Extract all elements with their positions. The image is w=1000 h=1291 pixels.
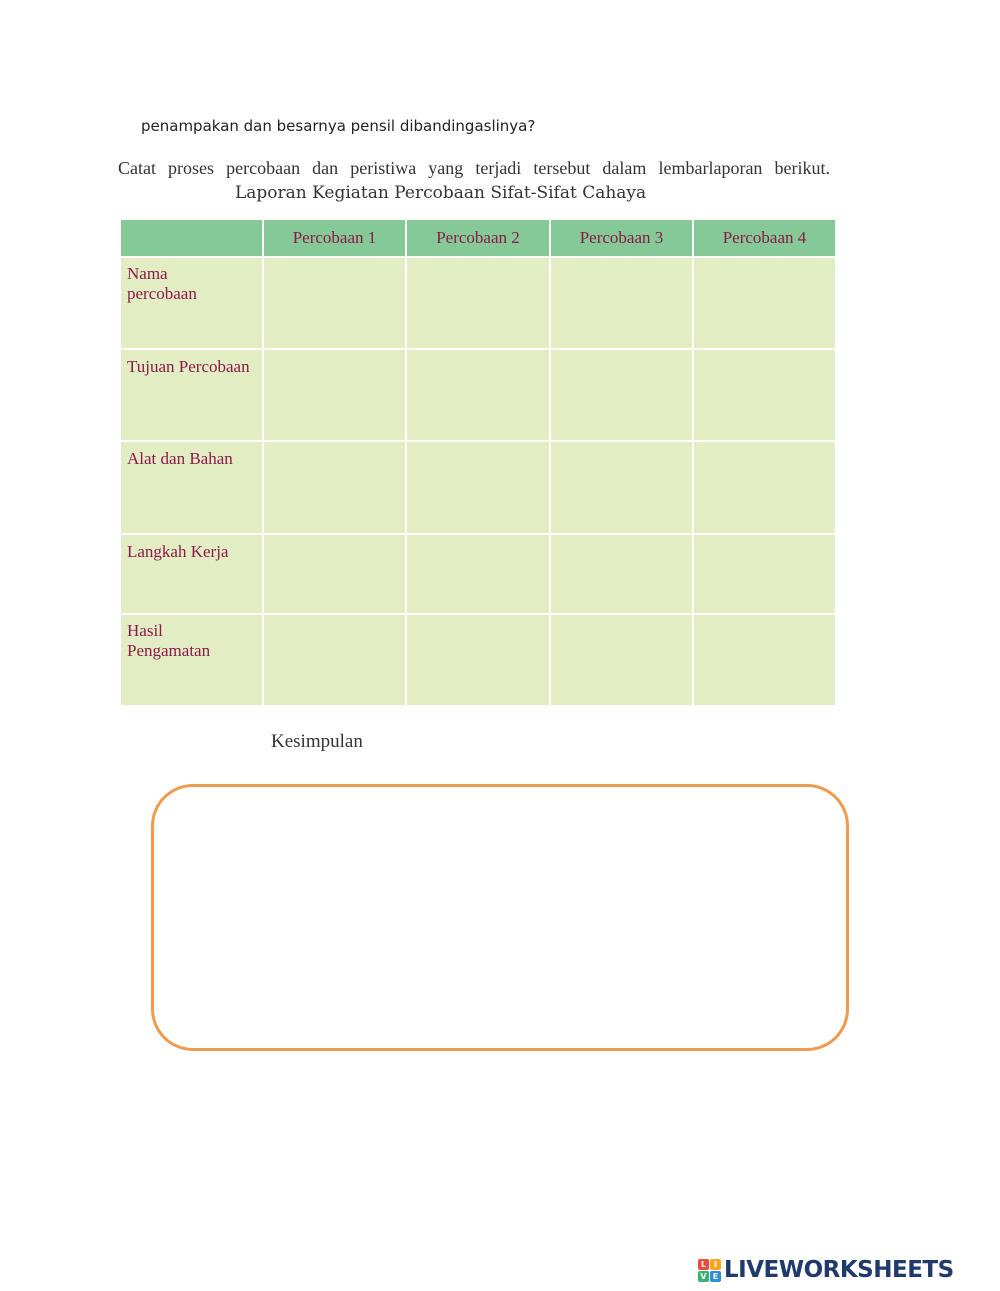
- answer-cell[interactable]: [550, 534, 693, 614]
- table-header-row: [120, 219, 836, 257]
- answer-cell[interactable]: [406, 257, 550, 349]
- answer-cell[interactable]: [263, 441, 406, 534]
- answer-cell[interactable]: [263, 257, 406, 349]
- logo-letter: E: [710, 1271, 721, 1282]
- row-label-text: Nama percobaan: [127, 264, 197, 303]
- table-row: [120, 614, 836, 706]
- answer-cell[interactable]: [550, 349, 693, 441]
- header-cell-percobaan-3: Percobaan 3: [550, 219, 693, 257]
- answer-cell[interactable]: [550, 441, 693, 534]
- answer-cell[interactable]: [263, 614, 406, 706]
- report-table: [119, 218, 837, 707]
- answer-cell[interactable]: [693, 534, 836, 614]
- table-row: [120, 534, 836, 614]
- row-label-tujuan-percobaan: Tujuan Percobaan: [120, 349, 263, 441]
- answer-cell[interactable]: [406, 349, 550, 441]
- question-text: penampakan dan besarnya pensil dibandingaslinya?: [141, 117, 536, 135]
- row-label-alat-dan-bahan: Alat dan Bahan: [120, 441, 263, 534]
- conclusion-label: Kesimpulan: [271, 731, 363, 752]
- header-cell-percobaan-1: Percobaan 1: [263, 219, 406, 257]
- answer-cell[interactable]: [263, 534, 406, 614]
- logo-letter: I: [710, 1259, 721, 1270]
- table-row: [120, 441, 836, 534]
- row-label-hasil-pengamatan: [120, 614, 263, 706]
- answer-cell[interactable]: [693, 257, 836, 349]
- report-title: Laporan Kegiatan Percobaan Sifat-Sifat Cahaya: [235, 183, 647, 203]
- answer-cell[interactable]: [550, 257, 693, 349]
- row-label-langkah-kerja: Langkah Kerja: [120, 534, 263, 614]
- instruction-text: Catat proses percobaan dan peristiwa yang terjadi tersebut dalam lembarlaporan berikut.: [118, 158, 830, 178]
- conclusion-answer-box[interactable]: [151, 784, 849, 1051]
- answer-cell[interactable]: [406, 534, 550, 614]
- row-label-text: Hasil Pengamatan: [127, 621, 211, 660]
- answer-cell[interactable]: [406, 614, 550, 706]
- answer-cell[interactable]: [693, 441, 836, 534]
- answer-cell[interactable]: [550, 614, 693, 706]
- logo-letter: V: [698, 1271, 709, 1282]
- answer-cell[interactable]: [693, 614, 836, 706]
- liveworksheets-logo-icon: [698, 1259, 721, 1282]
- header-cell-empty: [120, 219, 263, 257]
- logo-letter: L: [698, 1259, 709, 1270]
- answer-cell[interactable]: [406, 441, 550, 534]
- brand-name: LIVEWORKSHEETS: [724, 1257, 954, 1283]
- header-cell-percobaan-2: Percobaan 2: [406, 219, 550, 257]
- table-row: [120, 349, 836, 441]
- answer-cell[interactable]: [693, 349, 836, 441]
- row-label-nama-percobaan: [120, 257, 263, 349]
- table-row: [120, 257, 836, 349]
- liveworksheets-brand: [698, 1254, 954, 1286]
- answer-cell[interactable]: [263, 349, 406, 441]
- header-cell-percobaan-4: Percobaan 4: [693, 219, 836, 257]
